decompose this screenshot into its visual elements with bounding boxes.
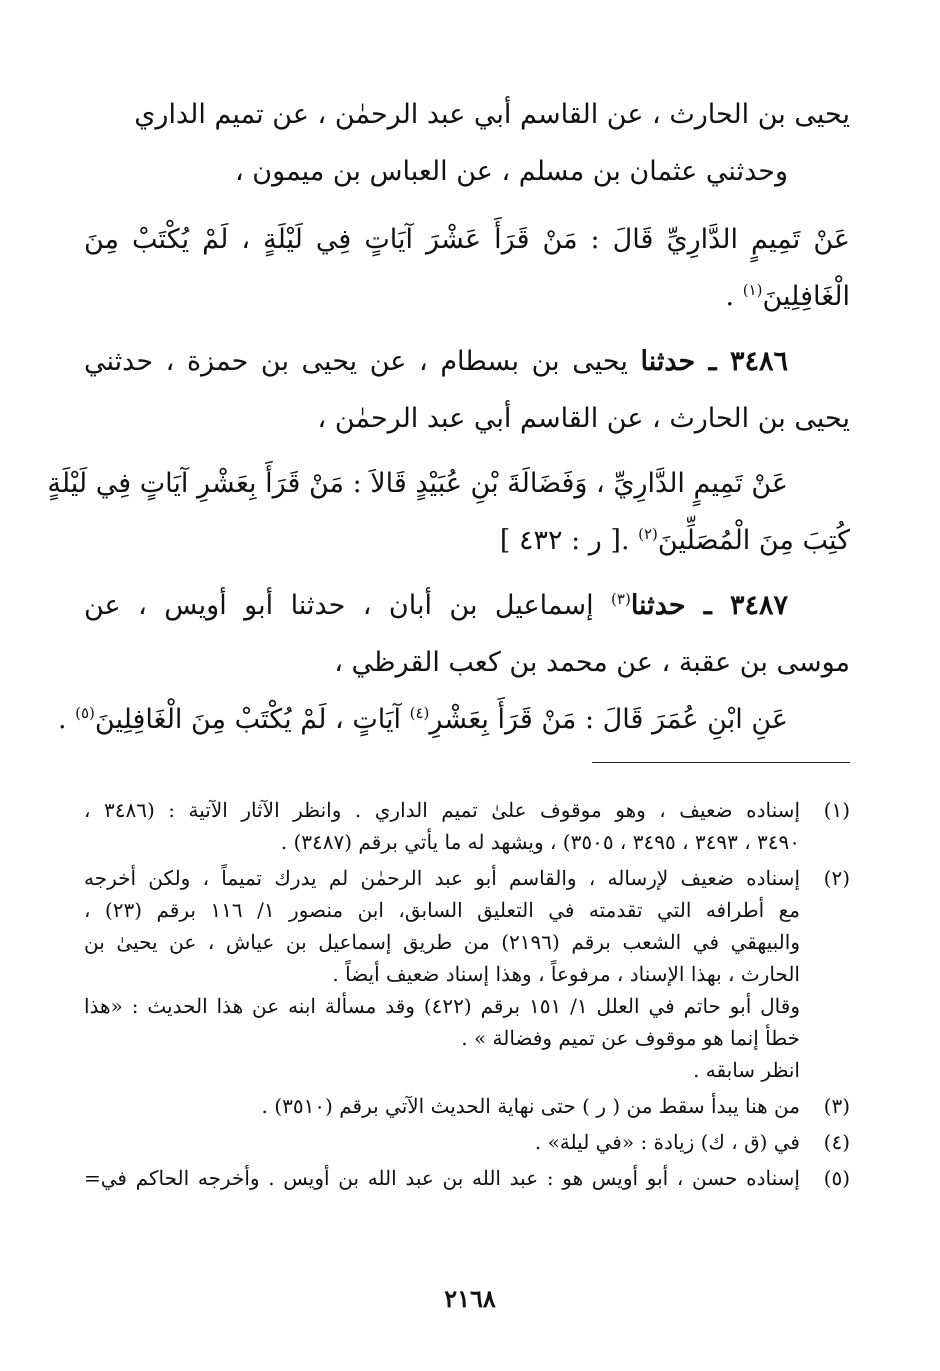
quote-line-end: . bbox=[725, 281, 743, 312]
quote-line-content: آيَاتٍ ، لَمْ يُكْتَبْ مِنَ الْغَافِلِينَ bbox=[94, 704, 410, 735]
footnote-2 bbox=[84, 862, 850, 1086]
footnote-3 bbox=[84, 1090, 850, 1122]
cross-reference: .[ ر : ٤٣٢ ] bbox=[499, 525, 639, 556]
quote-line-end: . bbox=[57, 704, 76, 735]
footnote-line: في (ق ، ك) زيادة : «في ليلة» . bbox=[534, 1130, 800, 1154]
footnote-line: الحارث ، بهذا الإسناد ، مرفوعاً ، وهذا إسناد ضعيف أيضاً . bbox=[332, 962, 800, 986]
footnote-marker[interactable]: (١) bbox=[742, 281, 763, 299]
footnote-5 bbox=[84, 1162, 850, 1194]
footnote-marker[interactable]: (٣) bbox=[611, 590, 631, 608]
footnote-line: ٣٤٩٠ ، ٣٤٩٣ ، ٣٤٩٥ ، ٣٥٠٥) ، ويشهد له ما يأتي برقم (٣٤٨٧) . bbox=[280, 830, 800, 854]
footnote-line: إسناده ضعيف ، وهو موقوف علىٰ تميم الداري . وانظر الآثار الآتية : (٣٤٨٦ ، bbox=[84, 798, 800, 822]
footnote-number: (١) bbox=[823, 798, 850, 822]
footnote-number: (٥) bbox=[823, 1166, 850, 1190]
text-line-content: يحيى بن الحارث ، عن القاسم أبي عبد الرحمٰن ، bbox=[317, 403, 850, 434]
quote-line-content: عَنْ تَمِيمٍ الدَّارِيِّ قَالَ : مَنْ قَرَأَ عَشْرَ آيَاتٍ فِي لَيْلَةٍ ، لَمْ يُكْتَبْ مِنَ bbox=[84, 224, 850, 255]
hadith-number: ٣٤٨٧ ـ حدثنا bbox=[630, 590, 788, 621]
hadith-3487-heading bbox=[84, 587, 850, 625]
quote-line-content: كُتِبَ مِنَ الْمُصَلِّينَ bbox=[657, 525, 850, 556]
footnote-number: (٣) bbox=[823, 1094, 850, 1118]
footnote-4 bbox=[84, 1126, 850, 1158]
footnote-number: (٤) bbox=[823, 1130, 850, 1154]
footnote-divider bbox=[592, 762, 850, 763]
quote-line bbox=[84, 278, 850, 316]
hadith-number: ٣٤٨٦ ـ حدثنا bbox=[640, 346, 788, 377]
footnote-line: والبيهقي في الشعب برقم (٢١٩٦) من طريق إسماعيل بن عياش ، عن يحيىٰ بن bbox=[84, 930, 800, 954]
text-line bbox=[84, 644, 850, 682]
quote-line-content: الْغَافِلِينَ bbox=[762, 281, 850, 312]
footnote-line: إسناده حسن ، أبو أويس هو : عبد الله بن عبد الله بن أويس . وأخرجه الحاكم في= bbox=[84, 1166, 800, 1190]
main-text bbox=[47, 96, 850, 739]
isnad-text: إسماعيل بن أبان ، حدثنا أبو أويس ، عن bbox=[84, 590, 612, 621]
footnote-line: مع أطرافه التي تقدمته في التعليق السابق، ابن منصور ١/ ١١٦ برقم (٢٣) ، bbox=[84, 898, 800, 922]
footnote-1 bbox=[84, 794, 850, 858]
footnote-line: خطأ إنما هو موقوف عن تميم وفضالة » . bbox=[461, 1026, 800, 1050]
quote-line-content: عَنْ تَمِيمٍ الدَّارِيِّ ، وَفَضَالَةَ بْنِ عُبَيْدٍ قَالاَ : مَنْ قَرَأَ بِعَشْرِ آيَاتٍ فِي لَيْلَةٍ bbox=[47, 468, 788, 499]
text-line-content: موسى بن عقبة ، عن محمد بن كعب القرظي ، bbox=[334, 647, 850, 678]
hadith-3486-heading bbox=[84, 343, 850, 381]
footnote-line: انظر سابقه . bbox=[693, 1058, 800, 1082]
isnad-text: يحيى بن بسطام ، عن يحيى بن حمزة ، حدثني bbox=[84, 346, 641, 377]
footnote-marker[interactable]: (٢) bbox=[638, 525, 658, 543]
footnote-number: (٢) bbox=[823, 866, 850, 890]
quote-line bbox=[84, 221, 850, 259]
footnote-line: وقال أبو حاتم في العلل ١/ ١٥١ برقم (٤٢٢) وقد مسألة ابنه عن هذا الحديث : «هذا bbox=[84, 994, 800, 1018]
text-line bbox=[84, 96, 850, 134]
text-line bbox=[84, 400, 850, 438]
quote-line-content: عَنِ ابْنِ عُمَرَ قَالَ : مَنْ قَرَأَ بِعَشْرِ bbox=[429, 704, 788, 735]
text-line bbox=[84, 153, 850, 191]
text-line-content: وحدثني عثمان بن مسلم ، عن العباس بن ميمون ، bbox=[235, 156, 788, 187]
footnote-marker[interactable]: (٥) bbox=[75, 704, 95, 722]
quote-line bbox=[84, 522, 850, 560]
page-number: ٢١٦٨ bbox=[444, 1284, 496, 1313]
quote-line bbox=[57, 701, 850, 739]
footnotes bbox=[84, 794, 850, 1194]
footnote-line: من هنا يبدأ سقط من ( ر ) حتى نهاية الحديث الآتي برقم (٣٥١٠) . bbox=[261, 1094, 800, 1118]
footnote-line: إسناده ضعيف لإرساله ، والقاسم أبو عبد الرحمٰن لم يدرك تميماً ، ولكن أخرجه bbox=[84, 866, 800, 890]
footnote-marker[interactable]: (٤) bbox=[409, 704, 430, 722]
text-line-content: يحيى بن الحارث ، عن القاسم أبي عبد الرحمٰن ، عن تميم الداري bbox=[134, 99, 850, 130]
quote-line bbox=[47, 465, 850, 503]
